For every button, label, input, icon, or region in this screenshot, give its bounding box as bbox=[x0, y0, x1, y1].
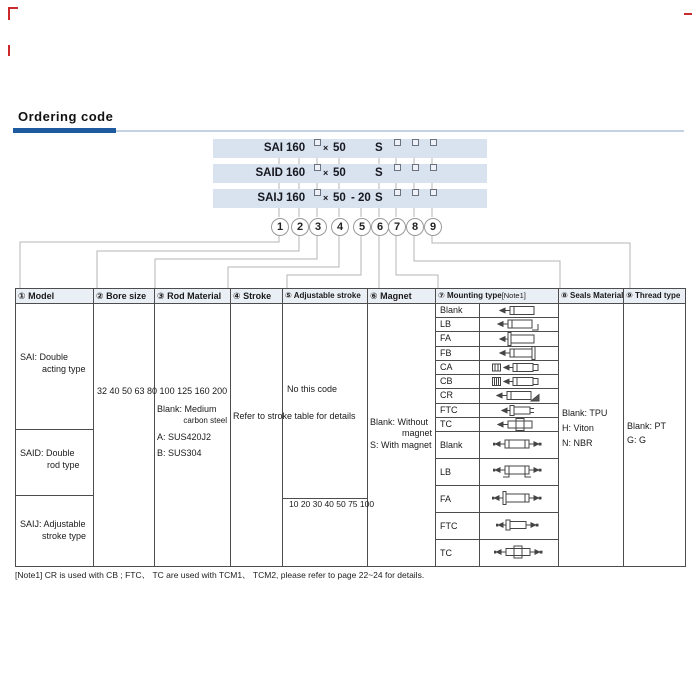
magnet-blank-line2: magnet bbox=[401, 428, 432, 438]
header-mounting-note: [Note1] bbox=[501, 291, 526, 300]
callout-3: 3 bbox=[309, 218, 327, 236]
model-saij-line2: stroke type bbox=[42, 531, 87, 541]
column-divider bbox=[154, 289, 155, 566]
column-divider bbox=[367, 289, 368, 566]
callout-2: 2 bbox=[291, 218, 309, 236]
cylinder-center-trunnion-icon bbox=[480, 417, 558, 431]
model-sai-line2: acting type bbox=[42, 364, 86, 374]
mounting-label: TC bbox=[440, 419, 452, 429]
column-divider bbox=[230, 289, 231, 566]
cylinder-foot-icon bbox=[480, 317, 558, 331]
code-stroke: 50 bbox=[333, 167, 346, 179]
header-divider bbox=[16, 303, 685, 304]
footnote: [Note1] CR is used with CB ; FTC、 TC are used with TCM1、 TCM2, please refer to page 22~24 for details. bbox=[15, 570, 425, 580]
header-seals-material: ⑧ Seals Material bbox=[561, 291, 623, 300]
column-divider bbox=[623, 289, 624, 566]
code-adjustable: - 20 bbox=[351, 192, 371, 204]
mounting-label: LB bbox=[440, 466, 452, 477]
code-bore: 160 bbox=[286, 167, 306, 179]
code-magnet: S bbox=[375, 192, 383, 204]
rod-material-a: A: SUS420J2 bbox=[157, 432, 212, 442]
model-row-divider bbox=[16, 495, 93, 496]
bore-size-list: 32 40 50 63 80 100 125 160 200 bbox=[97, 386, 228, 396]
callout-4: 4 bbox=[331, 218, 349, 236]
magnet-blank-line1: Blank: Without bbox=[370, 417, 429, 427]
code-bore: 160 bbox=[286, 192, 306, 204]
double-rod-center-trunnion-icon bbox=[480, 539, 558, 566]
callout-8: 8 bbox=[406, 218, 424, 236]
model-row-divider bbox=[16, 429, 93, 430]
mounting-label: CA bbox=[440, 362, 453, 372]
header-stroke: ④ Stroke bbox=[233, 291, 272, 301]
callout-6: 6 bbox=[371, 218, 389, 236]
stroke-cell: Refer to stroke table for details bbox=[233, 411, 356, 421]
callout-7: 7 bbox=[388, 218, 406, 236]
mounting-label: Blank bbox=[440, 305, 463, 315]
mounting-label: LB bbox=[440, 319, 452, 329]
code-bore: 160 bbox=[286, 142, 306, 154]
seals-nbr-line: N: NBR bbox=[562, 438, 593, 448]
cylinder-clevis-b-icon bbox=[480, 374, 558, 388]
cylinder-front-trunnion-icon bbox=[480, 403, 558, 417]
cylinder-rear-pivot-icon bbox=[480, 388, 558, 403]
cylinder-rear-flange-icon bbox=[480, 346, 558, 360]
option-box-icon bbox=[394, 189, 401, 196]
callout-1: 1 bbox=[271, 218, 289, 236]
page-title: Ordering code bbox=[18, 109, 114, 124]
option-box-icon bbox=[412, 139, 419, 146]
double-rod-basic-icon bbox=[480, 431, 558, 458]
code-times: × bbox=[323, 168, 329, 178]
option-box-icon bbox=[314, 164, 321, 171]
code-stroke: 50 bbox=[333, 192, 346, 204]
mounting-label: CB bbox=[440, 376, 453, 386]
header-thread-type: ⑨ Thread type bbox=[626, 291, 681, 300]
mounting-label: TC bbox=[440, 547, 452, 558]
rod-material-blank: Blank: Medium bbox=[157, 404, 217, 414]
rod-material-blank2: carbon steel bbox=[183, 416, 227, 425]
double-rod-foot-icon bbox=[480, 458, 558, 485]
mounting-label: CR bbox=[440, 390, 453, 400]
adjustable-values-list: 10 20 30 40 50 75 100 bbox=[289, 499, 375, 509]
option-box-icon bbox=[412, 189, 419, 196]
column-divider bbox=[93, 289, 94, 566]
code-magnet: S bbox=[375, 142, 383, 154]
code-model: SAI bbox=[263, 142, 283, 154]
mounting-label: FB bbox=[440, 348, 452, 358]
mounting-label: FA bbox=[440, 333, 452, 343]
header-bore-size: ② Bore size bbox=[96, 291, 147, 301]
double-rod-flange-icon bbox=[480, 485, 558, 512]
adjustable-none-cell: No this code bbox=[287, 384, 338, 394]
code-model: SAIJ bbox=[257, 192, 283, 204]
option-box-icon bbox=[314, 139, 321, 146]
header-adjustable-stroke: ⑤ Adjustable stroke bbox=[285, 291, 361, 300]
code-times: × bbox=[323, 143, 329, 153]
model-sai-line1: SAI: Double bbox=[20, 352, 69, 362]
mounting-label: FA bbox=[440, 493, 452, 504]
double-rod-front-trunnion-icon bbox=[480, 512, 558, 539]
option-box-icon bbox=[430, 164, 437, 171]
callout-9: 9 bbox=[424, 218, 442, 236]
option-box-icon bbox=[412, 164, 419, 171]
option-box-icon bbox=[314, 189, 321, 196]
option-box-icon bbox=[394, 139, 401, 146]
magnet-s-line: S: With magnet bbox=[370, 440, 432, 450]
code-row-sai bbox=[213, 139, 487, 158]
thread-pt-line: Blank: PT bbox=[627, 421, 667, 431]
option-box-icon bbox=[394, 164, 401, 171]
ordering-table bbox=[15, 288, 686, 567]
thread-g-line: G: G bbox=[627, 435, 647, 445]
seals-viton-line: H: Viton bbox=[562, 423, 594, 433]
mounting-label: FTC bbox=[440, 405, 458, 415]
option-box-icon bbox=[430, 139, 437, 146]
code-row-saij bbox=[213, 189, 487, 208]
cylinder-clevis-a-icon bbox=[480, 360, 558, 374]
code-magnet: S bbox=[375, 167, 383, 179]
header-rod-material: ③ Rod Material bbox=[157, 291, 222, 301]
model-said-line2: rod type bbox=[47, 460, 80, 470]
cylinder-front-flange-icon bbox=[480, 331, 558, 346]
seals-tpu-line: Blank: TPU bbox=[562, 408, 608, 418]
code-model: SAID bbox=[255, 167, 283, 179]
mounting-label: FTC bbox=[440, 520, 458, 531]
rod-material-b: B: SUS304 bbox=[157, 448, 202, 458]
mounting-label: Blank bbox=[440, 439, 463, 450]
code-row-said bbox=[213, 164, 487, 183]
header-model: ① Model bbox=[18, 291, 55, 301]
model-said-line1: SAID: Double bbox=[20, 448, 75, 458]
option-box-icon bbox=[430, 189, 437, 196]
callout-5: 5 bbox=[353, 218, 371, 236]
column-divider bbox=[282, 289, 283, 566]
header-magnet: ⑥ Magnet bbox=[370, 291, 412, 301]
cylinder-basic-icon bbox=[480, 303, 558, 317]
column-divider bbox=[558, 289, 559, 566]
model-saij-line1: SAIJ: Adjustable bbox=[20, 519, 86, 529]
code-stroke: 50 bbox=[333, 142, 346, 154]
code-times: × bbox=[323, 193, 329, 203]
header-mounting-type: ⑦ Mounting type[Note1] bbox=[438, 291, 526, 300]
